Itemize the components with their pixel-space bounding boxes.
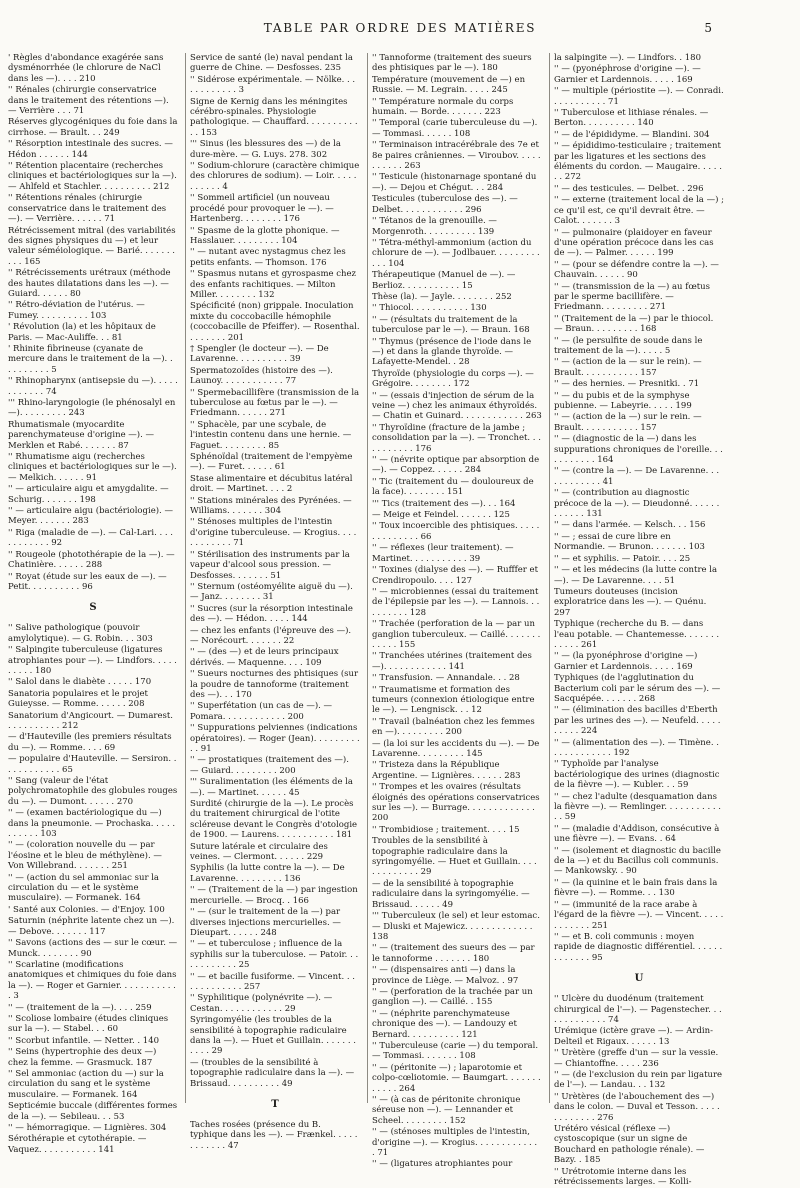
index-entry: '' — (sur le traitement de la —) par diverses injections mercurielles. — Dieupart. . . . . . 248: [190, 907, 341, 938]
section-letter: U: [634, 973, 644, 985]
index-entry: '' Température normale du corps humain. — Borde. . . . . . . 223: [372, 96, 514, 118]
index-entry: '' Trombidiose ; traitement. . . . 15: [372, 824, 520, 835]
index-entry: '' — ; essai de cure libre en Normandie. — Brunon. . . . . . . 103: [554, 531, 705, 553]
index-entry: '' Seins (hypertrophie des deux —) chez la femme. — Grasmuck. 187: [8, 1047, 157, 1068]
index-entry: Thèse (la). — Jayle. . . . . . . . 252: [372, 291, 512, 302]
index-entry: '' Stérilisation des instruments par la vapeur d'alcool sous pression. — Desfosses. . . . . . . 51: [190, 549, 350, 581]
index-entry: '' — (traitement des sueurs des — par le tannoforme . . . . . . . 180: [372, 943, 535, 964]
index-entry: Sanatorium d'Angicourt. — Dumarest. . . . . . . . . . . 212: [8, 710, 173, 731]
index-entry: '' — et syphilis. — Patoir. . . . 25: [554, 553, 691, 564]
index-entry: '' — (action du sel ammoniac sur la circulation du — et le système musculaire). — Formanek. 164: [8, 872, 159, 904]
index-entry: ''' Tuberculeux (le sel) et leur estomac. — Dluski et Majewicz. . . . . . . . . . . . . 138: [372, 911, 540, 942]
index-entry: '' Trompes et les ovaires (résultats éloignés des opérations conservatrices sur les —). — Burrage. . . . . . . . . . . . . 200: [372, 782, 540, 824]
index-entry: '' — (essais d'injection de sérum de la veine —) chez les animaux éthyroïdés. — Chatin et Guinard. . . . . . . . . . . . 263: [372, 390, 542, 422]
index-entry: — (la loi sur les accidents du —). — De Lavarenne. . . . . . . . . 145: [372, 738, 540, 759]
index-entry: Rhumatismale (myocardite parenchymateuse d'origine —). — Merklen et Rabé. . . . . . . 87: [8, 419, 155, 451]
index-entry: '' — et B. coli communis : moyen rapide de diagnostic différentiel. . . . . . . . . . . . . 95: [554, 931, 723, 963]
page-number: 5: [704, 21, 712, 35]
index-entry: Sanatoria populaires et le projet Guieysse. — Romme. . . . . . 208: [8, 688, 148, 710]
index-entry: '' Sphacèle, par une scybale, de l'intestin contenu dans une hernie. — Faguet. . . . . . . . . 85: [190, 419, 352, 451]
index-entry: Stase alimentaire et décubitus latéral droit. — Martinet. . . . 2: [190, 473, 353, 495]
index-entry: '' Urètères (de l'abouchement des —) dans le colon. — Duval et Tesson. . . . . . . . . . . . . 276: [554, 1091, 720, 1123]
index-entry: Thérapeutique (Manuel de —). — Berlioz. . . . . . . . . . . 15: [372, 270, 516, 291]
index-entry: '' Typhoïde par l'analyse bactériologique des urines (diagnostic de la fièvre —). — Kubler. . . 59: [554, 759, 720, 791]
index-entry: '' Scarlatine (modifications anatomiques et chimiques du foie dans la —). — Roger et Garnier. . . . . . . . . . . . 3: [8, 959, 177, 1002]
index-entry: '' — (névrite optique par absorption de —). — Coppez. . . . . . 284: [372, 455, 540, 476]
index-entry: '' — réflexes (leur traitement). — Martinet. . . . . . . . . . . 39: [372, 543, 514, 564]
index-entry: '' Thiocol. . . . . . . . . . . 130: [372, 303, 487, 314]
index-entry: '' Travail (balnéation chez les femmes en —). . . . . . . . . 200: [372, 716, 535, 738]
index-entry: Septicémie buccale (différentes formes de la —). — Sebileau. . . 53: [8, 1101, 178, 1122]
index-column-1: [8, 53, 178, 1156]
index-entry: '' Rhumatisme aigu (recherches cliniques et bactériologiques sur le —). — Melkich. . . . . . 91: [8, 452, 177, 483]
index-entry: '' — (contre la —). — De Lavarenne. . . . . . . . . . . . 41: [554, 466, 720, 487]
index-entry: '' — (action de la — sur le rein). — Brault. . . . . . . . . . . 157: [554, 357, 702, 378]
index-entry: '' Riga (maladie de —). — Cal-Lari. . . . . . . . . . . . 92: [8, 527, 173, 549]
index-entry: ''' Rhino-laryngologie (le phénosalyl en —). . . . . . . . . 243: [8, 398, 176, 419]
index-entry: '' — hémorragique. — Lignières. 304: [8, 1123, 167, 1133]
index-entry: '' — articulaire aigu et amygdalite. — Schurig. . . . . . . 198: [8, 484, 169, 505]
index-entry: '' — nutant avec nystagmus chez les petits enfants. — Thomson. 176: [190, 247, 346, 268]
index-entry: Surdité (chirurgie de la —). Le procès du traitement chirurgical de l'otite scléreuse devant le Congrès d'otologie de 1900. — Laurens. . . . . . . . . . . 181: [190, 799, 358, 841]
index-entry: '' Tuberculose et lithiase rénales. — Berton. . . . . . . . . . 140: [554, 108, 709, 129]
index-entry: '' Thyroïdine (fracture de la jambe ; consolidation par la —). — Tronchet. . . . . . . . . . . 176: [372, 422, 541, 454]
index-entry: '' — multiple (périostite —). — Conradi. . . . . . . . . . . 71: [554, 86, 724, 107]
index-entry: '' Sang (valeur de l'état polychromatophile des globules rouges du —). — Dumont. . . . . . 270: [8, 776, 178, 807]
index-entry: '' Résorption intestinale des sucres. — Hédon . . . . . . 144: [8, 139, 173, 160]
index-entry: '' — épididimo-testiculaire ; traitement par les ligatures et les sections des éléments du cordon. — Maugaire. . . . . . . 272: [554, 141, 722, 183]
index-entry: '' Urètère (greffe d'un — sur la vessie. — Chiantoffne. . . . . 236: [554, 1048, 719, 1069]
index-entry: '' — et tuberculose ; influence de la syphilis sur la tuberculose. — Patoir. . . . . . . . . . . . 25: [190, 939, 359, 971]
index-column-4: [554, 53, 724, 1188]
index-entry: Spermatozoïdes (histoire des —). Launoy. . . . . . . . . . . . 77: [190, 365, 333, 387]
column-divider: [549, 53, 550, 1103]
index-entry: '' Sodium-chlorure (caractère chimique des chlorures de sodium). — Loir. . . . . . . . . . . 4: [190, 161, 360, 192]
index-entry: '' — articulaire aigu (bactériologie). — Meyer. . . . . . . 283: [8, 506, 173, 527]
index-entry: '' Savons (actions des — sur le cœur. — Munck. . . . . . . . 90: [8, 938, 178, 959]
index-entry: '' — des hernies. — Presnitki. . 71: [554, 379, 700, 390]
index-entry: '' — (immunité de la race arabe à l'égard de la fièvre —). — Vincent. . . . . . . . . . . . 251: [554, 899, 724, 931]
index-entry: '' Sternum (ostéomyélite aiguë du —). — Janz. . . . . . . . 31: [190, 581, 353, 603]
index-entry: '' — externe (traitement local de la —) ; ce qu'il est, ce qu'il devrait être. — Calot. . . . . . . 3: [554, 195, 724, 227]
index-entry: '' — (pour se défendre contre la —). — Chauvain. . . . . . 90: [554, 259, 719, 281]
index-entry: '' — des testicules. — Delbet. . 296: [554, 183, 704, 194]
index-entry: '' Tristeza dans la République Argentine. — Lignières. . . . . . 283: [372, 760, 521, 781]
index-entry: '' — (pyonéphrose d'origine —). — Garnier et Lardennois. . . . . 169: [554, 64, 701, 85]
index-entry: '' Spasmus nutans et gyrospasme chez des enfants rachitiques. — Milton Miller. . . . . . . . 132: [190, 269, 356, 300]
index-entry: '' — (Traitement de la —) par ingestion mercurielle. — Brocq. . 166: [190, 885, 358, 906]
index-entry: Urétéro vésical (réflexe —) cystoscopique (sur un signe de Bouchard en pathologie rénale). — Bazy. . 185: [554, 1124, 705, 1166]
index-entry: ''' Sinus (les blessures des —) de la dure-mère. — G. Luys. 278. 302: [190, 139, 341, 160]
index-entry: Syphilis (la lutte contre la —). — De Lavarenne. . . . . . . . . 136: [190, 863, 345, 884]
index-entry: '' — du pubis et de la symphyse pubienne. — Labeyrie. . . . . 199: [554, 390, 692, 411]
index-entry: '' Rhinopharynx (antisepsie du —). . . . . . . . . . . . 74: [8, 376, 178, 397]
index-entry: '' — (ligatures atrophiantes pour: [372, 1159, 513, 1170]
index-entry: — de la sensibilité à topographie radiculaire dans la syringomyélie. — Brissaud. . . . . . 49: [372, 878, 530, 910]
index-entry: '' Sueurs nocturnes des phtisiques (sur la poudre de tannoforme (traitement des —). . . 170: [190, 669, 359, 700]
index-entry: '' Sténoses multiples de l'intestin d'origine tuberculeuse. — Krogius. . . . . . . . . . . . 71: [190, 517, 357, 549]
index-entry: Typhiques (de l'agglutination du Bacterium coli par le sérum des —). — Sacquépée. . . . . . . 268: [554, 673, 721, 704]
index-entry: Sphénoïdal (traitement de l'empyème —). — Furet. . . . . . 61: [190, 452, 353, 473]
index-entry: '' — prostatiques (traitement des —). — Guiard. . . . . . . . . 200: [190, 755, 349, 776]
index-entry: ''' Tics (traitement des —). . . 164: [372, 498, 516, 509]
index-entry: '' Spermebacillifère (transmission de la tuberculose au fœtus par le —). — Friedmann. . . . . . 271: [190, 387, 360, 419]
index-entry: '' — microbiennes (essai du traitement de l'épilepsie par les —). — Lannois. . . . . . . . . . 128: [372, 586, 540, 618]
column-divider: [367, 53, 368, 1103]
index-entry: — Meige et Feindel. . . . . . . 125: [372, 510, 510, 521]
index-entry: '' — (transmission de la —) au fœtus par le sperme bacillifère. — Friedmann. . . . . . . . . 271: [554, 281, 711, 313]
index-entry: '' Testicule (histonarnage spontané du —). — Dejou et Chégut. . . 284: [372, 172, 537, 193]
index-entry: '' Stations minérales des Pyrénées. — Williams. . . . . . . 304: [190, 495, 352, 517]
index-entry: Saturnin (néphrite latente chez un —). — Debove. . . . . . . 117: [8, 916, 175, 937]
index-entry: Testicules (tuberculose des —). — Delbet. . . . . . . . . . . . 296: [372, 194, 518, 215]
index-entry: '' Salive pathologique (pouvoir amylolytique). — G. Robin. . . 303: [8, 623, 153, 644]
index-entry: '' (Traitement de la —) par le thiocol. — Braun. . . . . . . . . 168: [554, 313, 714, 335]
index-entry: Troubles de la sensibilité à topographie radiculaire dans la syringomyélie. — Huet et Guillain. . . . . . . . . . . . . 29: [372, 836, 537, 878]
index-entry: Syringomyélie (les troubles de la sensibilité à topographie radiculaire dans la —). — Huet et Guillain. . . . . . . . . . . 29: [190, 1015, 356, 1057]
index-entry: '' — dans l'armée. — Kelsch. . . 156: [554, 520, 706, 531]
index-entry: Rétrécissement mitral (des variabilités des signes physiques du —) et leur valeur séméiologique. — Barié. . . . . . . . . . 165: [8, 225, 176, 267]
index-entry: Sérothérapie et cytothérapie. — Vaquez. . . . . . . . . . . 141: [8, 1134, 147, 1155]
index-entry: '' — (perforation de la trachée par un ganglion —). — Caillé. . 155: [372, 986, 533, 1008]
index-entry: '' Thymus (présence de l'iode dans le —) et dans la glande thyroïde. — Lafayette-Mendel. . 28: [372, 336, 532, 368]
index-entry: '' Suppurations pelviennes (indications opératoires). — Roger (Jean). . . . . . . . . . . 91: [190, 723, 360, 754]
index-entry: '' — (néphrite parenchymateuse chronique des —). — Landouzy et Bernard. . . . . . . . . . 121: [372, 1008, 517, 1040]
index-entry: '' — (isolement et diagnostic du bacille de la —) et du Bacillus coli communis. — Mankowsky. . 90: [554, 845, 721, 877]
index-entry: '' — chez l'adulte (desquamation dans la fièvre —). — Remlinger. . . . . . . . . . . . . 59: [554, 791, 721, 823]
index-entry: '' Royat (étude sur les eaux de —). — Petit. . . . . . . . . . 96: [8, 571, 167, 592]
index-entry: '' — (le persulfite de soude dans le traitement de la —). . . . . 5: [554, 335, 703, 356]
index-entry: '' Urétrotomie interne dans les rétrécissements larges. — Kolli-: [554, 1166, 692, 1188]
index-entry: '' — (à cas de péritonite chronique séreuse non —). — Lennander et Scheel. . . . . . . . . 152: [372, 1095, 521, 1126]
column-divider: [185, 53, 186, 1103]
index-entry: Urémique (ictère grave —). — Ardin-Delteil et Rigaux. . . . . . 13: [554, 1026, 713, 1047]
index-entry: Réserves glycogéniques du foie dans la cirrhose. — Brault. . . 249: [8, 117, 178, 138]
index-entry: '' Tétanos de la grenouille. — Morgenroth. . . . . . . . . . 139: [372, 216, 497, 237]
index-entry: '' Rougeole (photothérapie de la —). — Chatinière. . . . . . 288: [8, 549, 175, 571]
index-entry: ' Rhinite fibrineuse (cyanate de mercure dans le traitement de la —). . . . . . . . . . 5: [8, 343, 173, 375]
index-entry: '' Tuberculeuse (carie —) du temporal. — Tommasi. . . . . . . 108: [372, 1040, 539, 1062]
index-entry: ' Règles d'abondance exagérée sans dysménorrhée (le chlorure de NaCl dans les —). . . . 210: [8, 53, 164, 84]
index-entry: — chez les enfants (l'épreuve des —). — Norécourt. . . . . . . 22: [190, 625, 352, 646]
page-header: [0, 21, 800, 41]
index-entry: '' Tranchées utérines (traitement des —). . . . . . . . . . . . 141: [372, 651, 532, 672]
index-entry: '' Sidérose expérimentale. — Nölke. . . . . . . . . . . . 3: [190, 74, 356, 96]
index-entry: '' — (la quinine et le bain frais dans la fièvre —). — Romme. . . 130: [554, 877, 718, 899]
index-entry: — d'Hauteville (les premiers résultats du —). — Romme. . . . 69: [8, 732, 172, 753]
index-entry: Signe de Kernig dans les méningites cérébro-spinales. Physiologie pathologique. — Chauffard. . . . . . . . . . . . 153: [190, 96, 358, 138]
index-entry: '' — (sténoses multiples de l'intestin, d'origine —). — Krogius. . . . . . . . . . . . . 71: [372, 1127, 538, 1159]
index-entry: '' Spasme de la glotte phonique. — Hasslauer. . . . . . . . . 104: [190, 225, 340, 246]
index-entry: ' Révolution (la) et les hôpitaux de Paris. — Mac-Auliffe. . . 81: [8, 322, 156, 343]
index-entry: — populaire d'Hauteville. — Sersiron. . . . . . . . . . . . 65: [8, 754, 177, 775]
index-entry: '' Salpingite tuberculeuse (ligatures atrophiantes pour —). — Lindfors. . . . . . . . . . 180: [8, 645, 177, 676]
index-entry: '' Trachée (perforation de la — par un ganglion tuberculeux. — Caillé. . . . . . . . . . . . 155: [372, 619, 541, 650]
index-entry: '' Scoliose lombaire (études cliniques sur la —). — Stabel. . . 60: [8, 1013, 169, 1035]
index-entry: '' — (de l'exclusion du rein par ligature de l'—). — Landau. . . 132: [554, 1069, 723, 1091]
section-letter: S: [89, 602, 97, 614]
index-entry: '' Toux incoercible des phtisiques. . . . . . . . . . . . . . 66: [372, 521, 540, 542]
index-entry: Suture latérale et circulaire des veines. — Clermont. . . . . . 229: [190, 841, 328, 863]
index-entry: '' — de l'épididyme. — Blandini. 304: [554, 129, 710, 140]
page-title: TABLE PAR ORDRE DES MATIÈRES: [263, 21, 537, 35]
index-entry: '' Tannoforme (traitement des sueurs des phtisiques par le —). 180: [372, 53, 532, 74]
index-entry: '' — (la pyonéphrose d'origine —) Garnier et Lardennois. . . . . 169: [554, 651, 698, 672]
index-entry: '' — (péritonite —) ; laparotomie et colpo-cœliotomie. — Baumgart. . . . . . . . . . . . 264: [372, 1062, 541, 1094]
index-entry: '' Sucres (sur la résorption intestinale des —). — Hédon. . . . . 144: [190, 603, 353, 625]
index-entry: ' Santé aux Colonies. — d'Enjoy. 100: [8, 904, 165, 915]
index-entry: '' Ulcère du duodénum (traitement chirurgical de l'—). — Pagenstecher. . . . . . . . . . . . . 74: [554, 994, 722, 1025]
index-entry: Typhique (recherche du B. — dans l'eau potable. — Chantemesse. . . . . . . . . . . . 261: [554, 619, 720, 650]
index-entry: '' Tétra-méthyl-ammonium (action du chlorure de —). — Jodlbauer. . . . . . . . . . . . 104: [372, 237, 540, 269]
index-entry: '' Tic (traitement du — douloureux de la face). . . . . . . . 151: [372, 476, 534, 498]
index-entry: '' Toxines (dialyse des —). — Rufffer et Crendiropoulo. . . . 127: [372, 565, 538, 586]
index-entry: '' Traumatisme et formation des tumeurs (connexion étiologique entre le —). — Lengnisck. . . 12: [372, 684, 535, 716]
index-entry: '' — (dispensaires anti —) dans la province de Liège. — Malvoz. . 97: [372, 965, 519, 986]
index-entry: '' Rétrécissements urétraux (méthode des hautes dilatations dans les —). — Guiard. . . . . . 80: [8, 268, 171, 299]
index-entry: '' Scorbut infantile. — Netter. . 140: [8, 1035, 160, 1046]
index-entry: '' — (résultats du traitement de la tuberculose par le —). — Braun. 168: [372, 314, 530, 336]
index-entry: '' — et les médecins (la lutte contre la —). — De Lavarenne. . . . 51: [554, 565, 718, 586]
index-entry: '' — (diagnostic de la —) dans les suppurations chroniques de l'oreille. . . . . . . . . . . 164: [554, 434, 723, 466]
index-entry: Taches rosées (présence du B. typhique dans les —). — Frænkel. . . . . . . . . . . . 47: [190, 1120, 358, 1151]
index-column-3: [372, 53, 542, 1171]
index-entry: Température (mouvement de —) en Russie. — M. Legrain. . . . . 245: [372, 74, 526, 96]
index-entry: '' Transfusion. — Annandale. . . 28: [372, 673, 520, 684]
index-entry: — (troubles de la sensibilité à topographie radiculaire dans la —). — Brissaud. . . . . . . . . . 49: [190, 1057, 355, 1089]
index-entry: '' Superfétation (un cas de —). — Pomara. . . . . . . . . . . . 200: [190, 701, 333, 722]
index-entry: '' Sel ammoniac (action du —) sur la circulation du sang et le système musculaire. — Formanek. 164: [8, 1068, 164, 1100]
index-column-2: [190, 53, 360, 1152]
index-entry: '' Rétentions rénales (chirurgie conservatrice dans le traitement des —). — Verrière. . . . . . 71: [8, 193, 167, 225]
section-letter: T: [271, 1099, 279, 1110]
index-entry: Spécificité (non) grippale. Inoculation mixte du coccobacille hémophile (coccobacille de Pfeiffer). — Rosenthal. . . . . . . . 201: [190, 301, 360, 343]
index-entry: '' — (examen bactériologique du —) dans la pneumonie. — Prochaska. . . . . . . . . . . 103: [8, 808, 176, 840]
index-entry: Tumeurs douteuses (incision exploratrice dans les —). — Quénu. 297: [554, 586, 707, 618]
index-entry: '' Syphilitique (polynévrite —). — Cestan. . . . . . . . . . . . 29: [190, 993, 333, 1014]
index-entry: '' — (maladie d'Addison, consécutive à une fièvre —). — Evans. . 64: [554, 823, 720, 845]
index-entry: † Spengler (le docteur —). — De Lavarenne. . . . . . . . . . 39: [190, 343, 329, 365]
index-entry: '' — (des —) et de leurs principaux dérivés. — Maquenne. . . . 109: [190, 647, 339, 668]
index-entry: '' — (alimentation des —). — Timène. . . . . . . . . . . . . 192: [554, 737, 719, 758]
index-entry: '' Temporal (carie tuberculeuse du —). — Tommasi. . . . . . 108: [372, 118, 538, 139]
index-entry: '' — et bacille fusiforme. — Vincent. . . . . . . . . . . . . 257: [190, 971, 355, 992]
index-entry: '' Salol dans le diabète . . . . . 170: [8, 677, 152, 688]
index-entry: '' Sommeil artificiel (un nouveau procédé pour provoquer le —). — Hartenberg. . . . . . . . 176: [190, 193, 334, 225]
index-entry: '' — (coloration nouvelle du — par l'éosine et le bleu de méthylène). — Von Willebrand. . . . . . . 251: [8, 840, 162, 872]
index-entry: '' Rétro-déviation de l'utérus. — Fumey. . . . . . . . . . 103: [8, 300, 145, 321]
index-entry: '' — (traitement de la —). . . . 259: [8, 1002, 152, 1013]
index-entry: '' — (action de la —) sur le rein. — Brault. . . . . . . . . . . 157: [554, 412, 702, 433]
index-entry: '' — (élimination des bacilles d'Eberth par les urines des —). — Neufeld. . . . . . . . . . 224: [554, 705, 721, 737]
index-entry: Service de santé (le) naval pendant la guerre de Chine. — Desfosses. 235: [190, 53, 353, 74]
index-entry: '' Rénales (chirurgie conservatrice dans le traitement des rétentions —). — Verrière . . . 71: [8, 85, 169, 117]
index-entry: '' Rétention placentaire (recherches cliniques et bactériologiques sur la —). — Ahlfeld et Stachler. . . . . . . . . . 212: [8, 161, 177, 192]
index-entry: '' — (contribution au diagnostic précoce de la —). — Dieudonné. . . . . . . . . . . . 131: [554, 488, 720, 520]
index-entry: Thyroïde (physiologie du corps —). — Grégoire. . . . . . . . 172: [372, 368, 534, 390]
index-entry: ''' Suralimentation (les éléments de la —). — Martinet. . . . . . 45: [190, 777, 353, 798]
index-entry: '' — pulmonaire (plaidoyer en faveur d'une opération précoce dans les cas de —). — Palmer. . . . . . 199: [554, 227, 714, 259]
index-entry: la salpingite —). — Lindfors. . 180: [554, 53, 701, 63]
index-entry: '' Terminaison intracérébrale des 7e et 8e paires crâniennes. — Viroubov. . . . . . . . . . . 263: [372, 140, 541, 172]
